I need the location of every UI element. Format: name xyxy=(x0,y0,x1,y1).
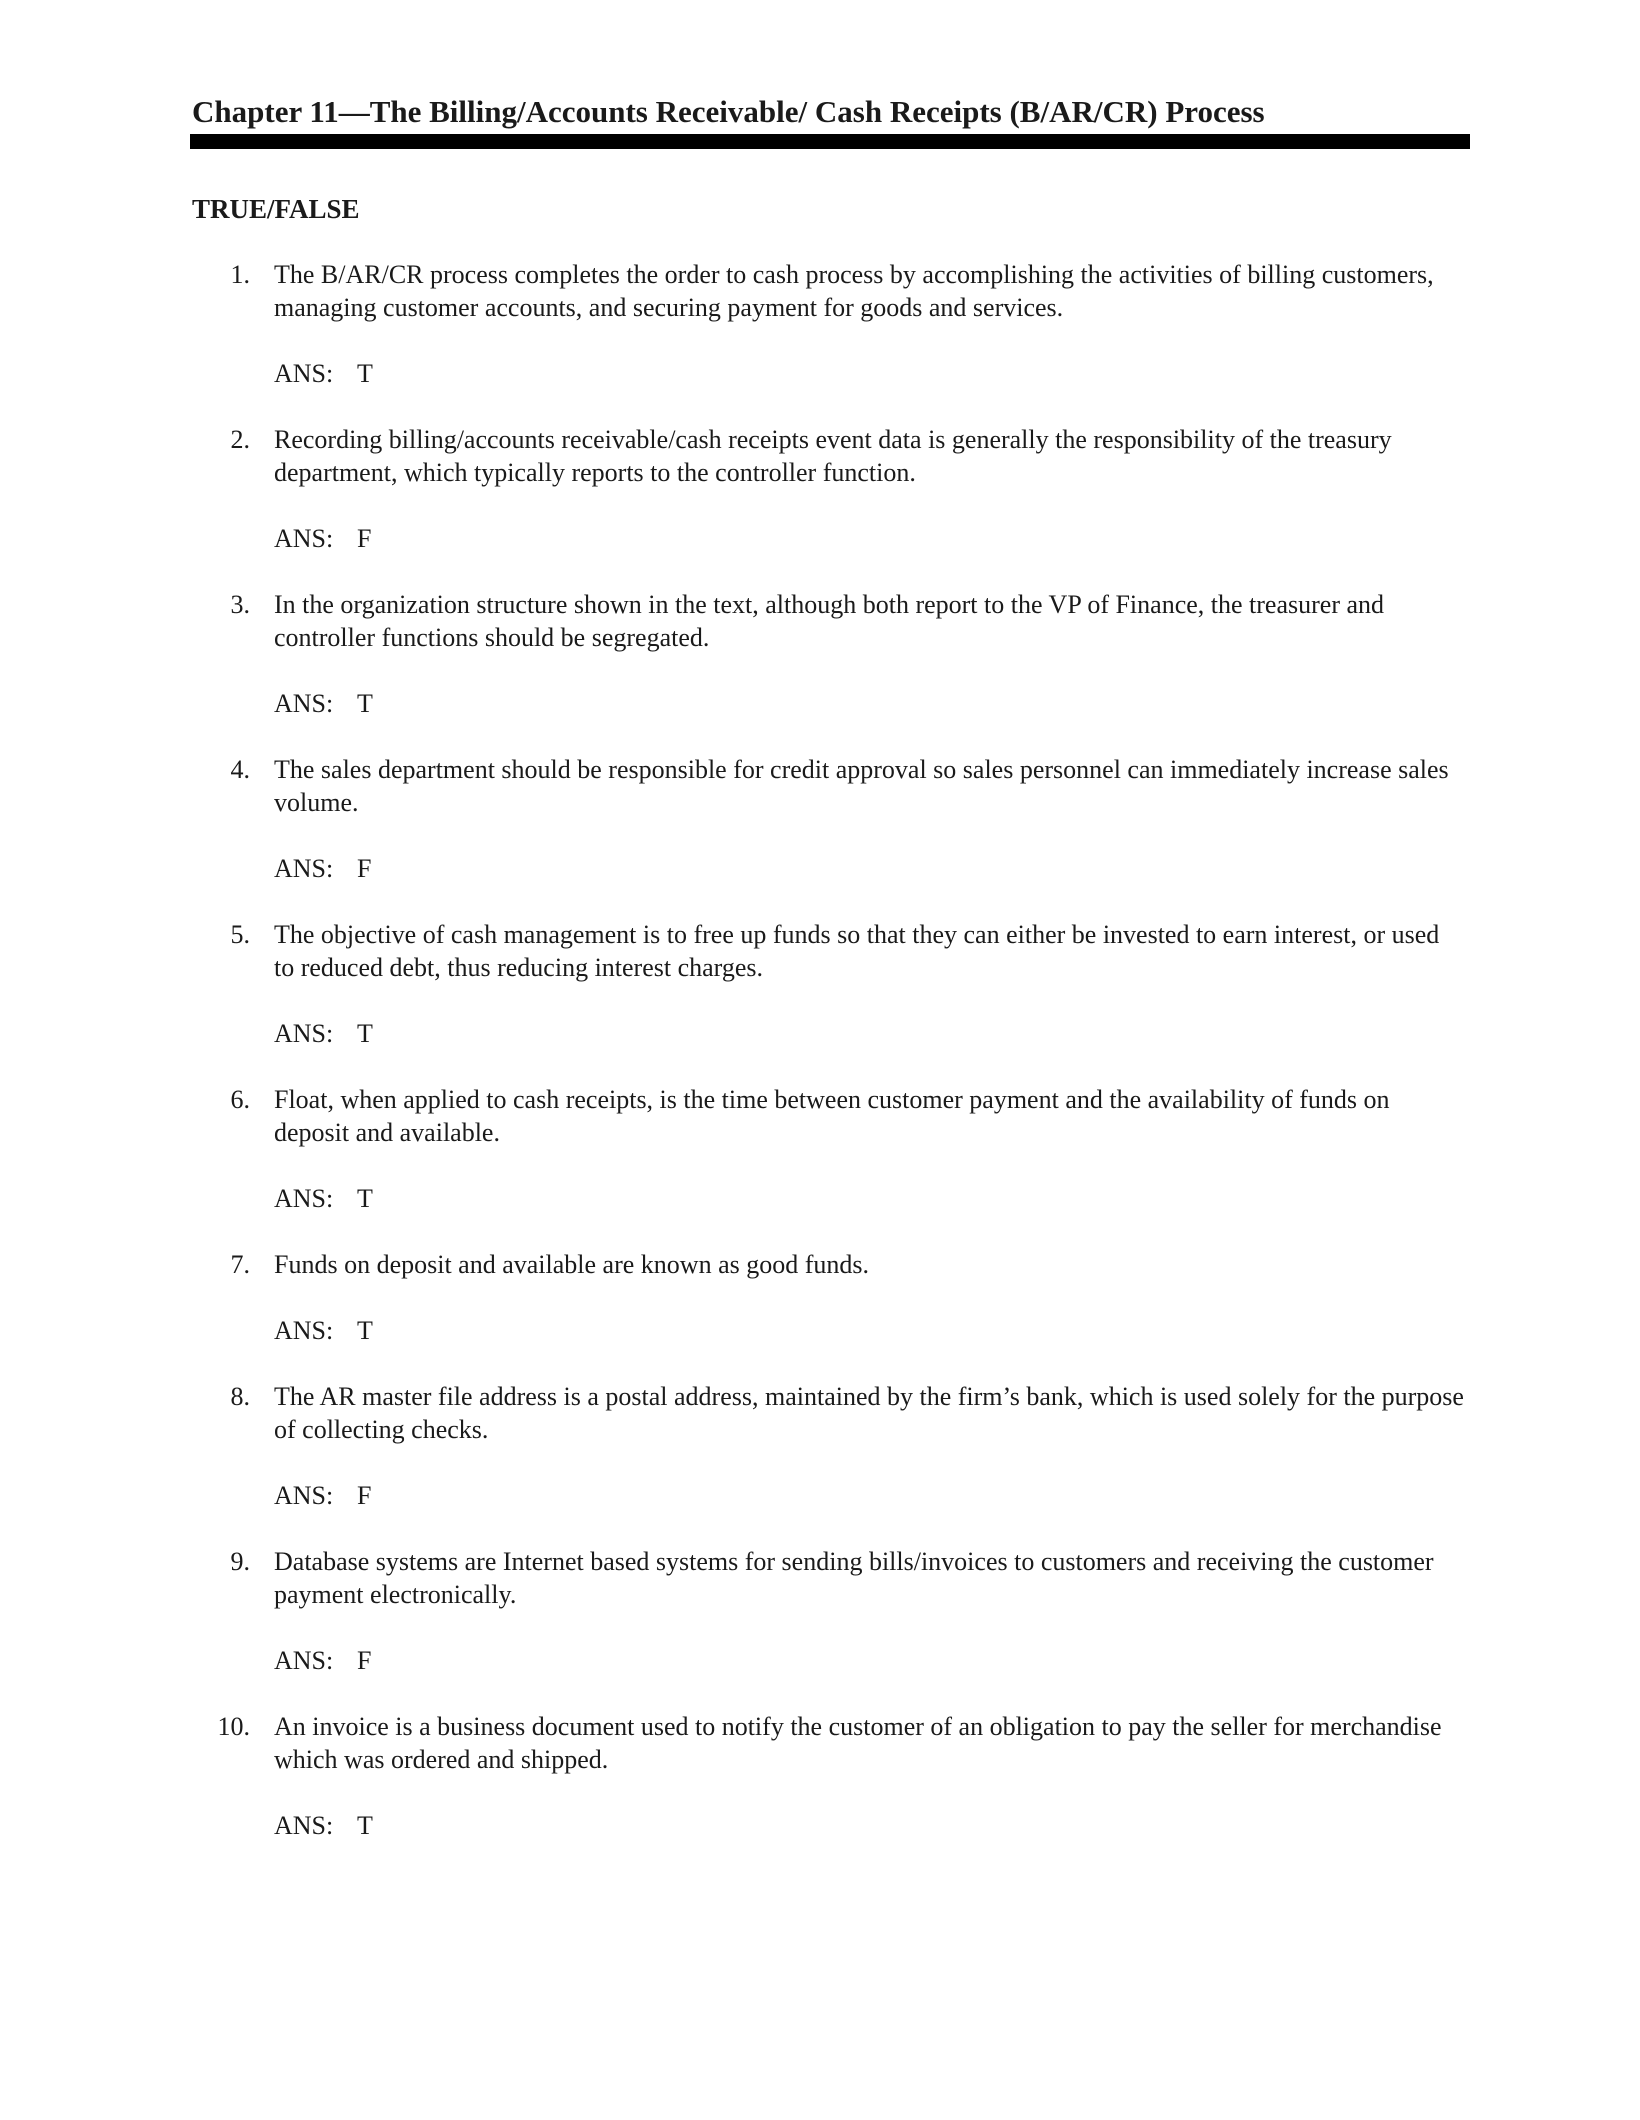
question-item xyxy=(190,1248,1470,1347)
question-number: 4. xyxy=(230,755,250,784)
question-item xyxy=(190,1545,1470,1677)
question-number: 1. xyxy=(230,260,250,289)
question-item xyxy=(190,588,1470,720)
answer-label: ANS: xyxy=(274,1481,334,1510)
question-body xyxy=(274,1710,1464,1842)
question-text: Recording billing/accounts receivable/cash receipts event data is generally the responsibility of the treasury department, which typically reports to the controller function. xyxy=(274,425,1392,487)
question-body xyxy=(274,753,1464,885)
answer-label: ANS: xyxy=(274,1184,334,1213)
answer-value: F xyxy=(357,524,372,553)
question-number: 10. xyxy=(217,1712,250,1741)
answer-line xyxy=(274,1479,1464,1512)
question-body xyxy=(274,1545,1464,1677)
answer-value: T xyxy=(357,359,373,388)
question-item xyxy=(190,423,1470,555)
question-text: The AR master file address is a postal address, maintained by the firm’s bank, which is used solely for the purpose of collecting checks. xyxy=(274,1382,1464,1444)
answer-line xyxy=(274,852,1464,885)
question-text: Database systems are Internet based systems for sending bills/invoices to customers and receiving the customer payment electronically. xyxy=(274,1547,1434,1609)
question-text: The objective of cash management is to free up funds so that they can either be invested to earn interest, or used to reduced debt, thus reducing interest charges. xyxy=(274,920,1440,982)
question-text: The B/AR/CR process completes the order to cash process by accomplishing the activities of billing customers, managing customer accounts, and securing payment for goods and services. xyxy=(274,260,1434,322)
question-body xyxy=(274,918,1464,1050)
question-item xyxy=(190,1710,1470,1842)
question-body xyxy=(274,1083,1464,1215)
question-body xyxy=(274,1248,1464,1347)
question-text: An invoice is a business document used to notify the customer of an obligation to pay the seller for merchandise which was ordered and shipped. xyxy=(274,1712,1442,1774)
answer-line xyxy=(274,522,1464,555)
answer-line xyxy=(274,357,1464,390)
answer-value: T xyxy=(357,1184,373,1213)
answer-label: ANS: xyxy=(274,1019,334,1048)
answer-label: ANS: xyxy=(274,359,334,388)
answer-line xyxy=(274,687,1464,720)
answer-label: ANS: xyxy=(274,1811,334,1840)
question-item xyxy=(190,918,1470,1050)
question-number: 3. xyxy=(230,590,250,619)
answer-label: ANS: xyxy=(274,524,334,553)
answer-value: F xyxy=(357,854,372,883)
answer-line xyxy=(274,1182,1464,1215)
answer-value: F xyxy=(357,1481,372,1510)
title-rule xyxy=(190,134,1470,149)
question-text: The sales department should be responsible for credit approval so sales personnel can immediately increase sales volume. xyxy=(274,755,1449,817)
question-text: In the organization structure shown in the text, although both report to the VP of Finance, the treasurer and controller functions should be segregated. xyxy=(274,590,1385,652)
answer-value: T xyxy=(357,689,373,718)
document-page xyxy=(190,92,1470,1875)
answer-value: T xyxy=(357,1316,373,1345)
answer-label: ANS: xyxy=(274,689,334,718)
question-item xyxy=(190,258,1470,390)
question-number: 2. xyxy=(230,425,250,454)
question-number: 9. xyxy=(230,1547,250,1576)
answer-line xyxy=(274,1314,1464,1347)
answer-line xyxy=(274,1809,1464,1842)
question-number: 6. xyxy=(230,1085,250,1114)
question-body xyxy=(274,258,1464,390)
question-text: Float, when applied to cash receipts, is the time between customer payment and the availability of funds on deposit and available. xyxy=(274,1085,1390,1147)
question-item xyxy=(190,1380,1470,1512)
answer-value: T xyxy=(357,1811,373,1840)
question-number: 8. xyxy=(230,1382,250,1411)
question-list xyxy=(190,258,1470,1842)
section-heading: TRUE/FALSE xyxy=(192,194,360,224)
question-body xyxy=(274,423,1464,555)
answer-line xyxy=(274,1644,1464,1677)
chapter-title: Chapter 11—The Billing/Accounts Receivable/ Cash Receipts (B/AR/CR) Process xyxy=(192,94,1265,129)
answer-value: F xyxy=(357,1646,372,1675)
question-body xyxy=(274,1380,1464,1512)
answer-label: ANS: xyxy=(274,1316,334,1345)
question-number: 7. xyxy=(230,1250,250,1279)
question-number: 5. xyxy=(230,920,250,949)
question-item xyxy=(190,1083,1470,1215)
question-text: Funds on deposit and available are known as good funds. xyxy=(274,1250,870,1279)
answer-value: T xyxy=(357,1019,373,1048)
question-body xyxy=(274,588,1464,720)
answer-label: ANS: xyxy=(274,1646,334,1675)
answer-line xyxy=(274,1017,1464,1050)
question-item xyxy=(190,753,1470,885)
answer-label: ANS: xyxy=(274,854,334,883)
